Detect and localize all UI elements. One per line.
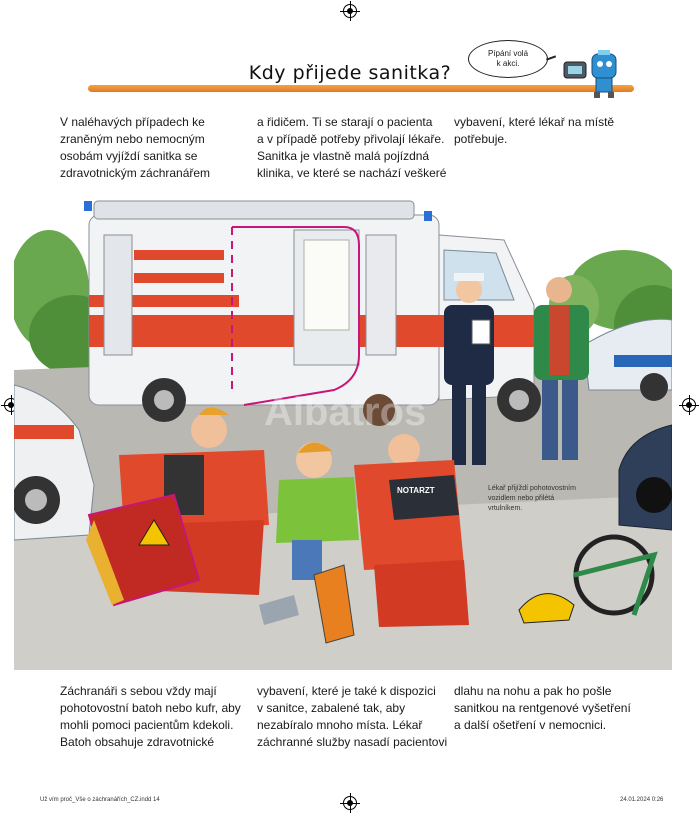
notarzt-vest-label: NOTARZT — [397, 486, 435, 495]
registration-mark-right — [682, 398, 696, 412]
ambulance-scene-illustration — [14, 195, 672, 670]
bottom-text-col-3: dlahu na nohu a pak ho pošle sanitkou na rentgenové vyšetření a další ošetření v nemocnici. — [454, 684, 631, 732]
bottom-text-col-2: vybavení, které je také k dispozici v sanitce, zabalené tak, aby nezabíralo mnoho místa. Lékař záchranné služby nasadí pacientovi — [257, 684, 448, 749]
page-title: Kdy přijede sanitka? — [248, 62, 452, 84]
illustration-caption: Lékař přijíždí pohotovostním vozidlem nebo přilétá vrtulníkem. — [488, 485, 576, 512]
speech-bubble: Pípání volá k akci. — [468, 40, 548, 78]
watermark: Albatros — [264, 390, 427, 434]
bottom-text-col-1: Záchranáři s sebou vždy mají pohotovostní batoh nebo kufr, aby mohli pomoci pacientům kdekoli. Batoh obsahuje zdravotnické — [60, 684, 241, 749]
registration-mark-top — [343, 4, 357, 18]
intro-text-col-2: a řidičem. Ti se starají o pacienta a v případě potřeby přivolají lékaře. Sanitka je vlastně malá pojízdná klinika, ve které se nachází veškeré — [257, 115, 447, 180]
footer-date: 24.01.2024 0:26 — [620, 797, 664, 803]
intro-text-col-1: V naléhavých případech ke zraněným nebo nemocným osobám vyjíždí sanitka se zdravotnickým záchranářem — [60, 115, 211, 180]
registration-mark-bottom — [343, 796, 357, 810]
pager-mascot-icon — [560, 48, 626, 100]
footer-file-info: Už vím proč_Vše o záchranářích_CZ.indd 14 — [40, 797, 160, 803]
intro-text-col-3: vybavení, které lékař na místě potřebuje. — [454, 115, 615, 146]
title-underline-bar — [88, 85, 634, 92]
police-car — [584, 319, 672, 401]
